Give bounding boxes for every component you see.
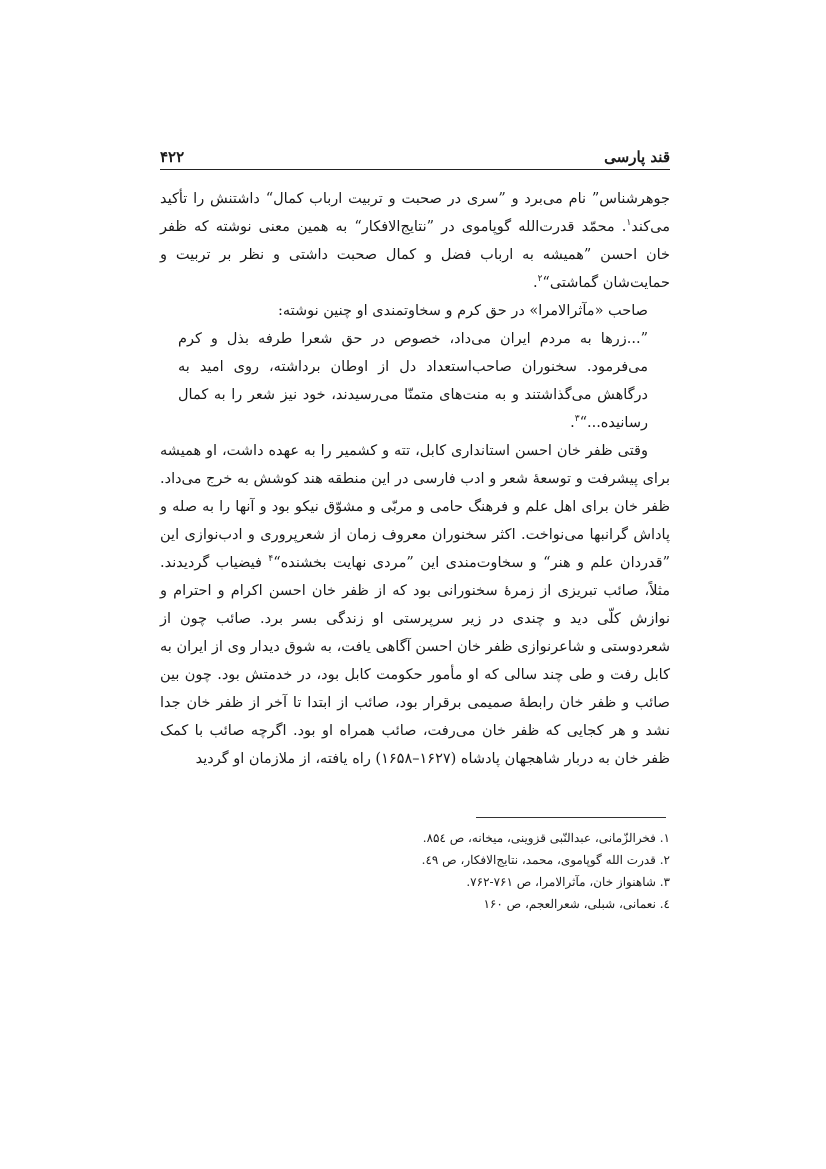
paragraph-1-text-b: . محمّد قدرت‌الله گوپاموی در ”نتایج‌الافکار“ به همین معنی نوشته که ظفر خان احسن ”همیشه به ارباب فضل و کمال صحبت داشتی و نظر بر تربیت و حمایت‌شان گماشتی“ [160, 219, 670, 291]
paragraph-3-text-a: وقتی ظفر خان احسن استانداری کابل، تته و کشمیر را به عهده داشت، او همیشه برای پیشرفت و توسعهٔ شعر و ادب فارسی در این منطقه هند کوشش به خرج می‌داد. ظفر خان برای اهل علم و فرهنگ حامی و مربّی و مشوّق نیکو بود و آنها را به صله و پاداش گرانبها می‌نواخت. اکثر سخنوران معروف زمان از شعرپروری و ادب‌نوازی این ”قدردان علم و هنر“ و سخاوت‌مندی این ”مردی نهایت بخشنده“ [160, 443, 671, 571]
paragraph-3-text-b: فیضیاب گردیدند. مثلاً، صائب تبریزی از زمرهٔ سخنورانی بود که از ظفر خان احسن اکرام و احترام و نوازش کلّی دید و چندی در زیر سرپرستی او زندگی بسر برد. صائب چون از شعردوستی و شاعرنوازی ظفر خان احسن آگاهی یافت، به شوق دیدار وی از ایران به کابل رفت و طی چند سالی که او مأمور حکومت کابل بود، در خدمتش بود. چون بین صائب و ظفر خان رابطهٔ صمیمی برقرار بود، صائب از ابتدا تا آخر از ظفر خان جدا نشد و هر کجایی که ظفر خان می‌رفت، صائب همراه او بود. اگرچه صائب با کمک ظفر خان به دربار شاهجهان پادشاه (۱۶۲۷–۱۶۵۸) راه یافته، از ملازمان او گردید [160, 555, 670, 767]
footnote-ref-3: ۳ [574, 414, 580, 425]
paragraph-2: صاحب «مآثرالامرا» در حق کرم و سخاوتمندی او چنین نوشته: [277, 303, 648, 319]
page-number: ۴۲۲ [160, 148, 185, 166]
footnote-item: ۳. شاهنواز خان، مآثرالامرا، ص ۷۶۱-۷۶۲. [466, 875, 670, 889]
page-header [160, 140, 670, 170]
footnotes-list [160, 827, 670, 915]
footnote-ref-4: ۴ [268, 554, 274, 565]
footnote-item: ۱. فخرالزّمانی، عبدالنّبی قزوینی، میخانه، ص ۸۵٤. [422, 831, 670, 845]
block-quote-end: . [570, 415, 575, 431]
block-quote [178, 325, 648, 437]
paragraph-1-text: جوهرشناس” نام می‌برد و ”سری در صحبت و تربیت ارباب کمال“ داشتنش را تأکید می‌کند [160, 191, 670, 235]
footnote-ref-2: ۲ [537, 274, 543, 285]
footnote-item: ۲. قدرت الله گوپاموی، محمد، نتایج‌الافکار، ص ٤۹. [421, 853, 670, 867]
body-text [160, 185, 670, 773]
paragraph-1 [160, 185, 670, 297]
running-title: قند پارسی [604, 148, 670, 166]
footnote-item: ٤. نعمانی، شبلی، شعرالعجم، ص ۱۶۰ [483, 897, 670, 911]
footnote-ref-1: ۱ [626, 218, 632, 229]
paragraph-3 [160, 437, 670, 773]
paragraph-1-end: . [532, 275, 538, 291]
footnote-separator [476, 817, 666, 818]
block-quote-text: ”...زرها به مردم ایران می‌داد، خصوص در حق شعرا طرفه بذل و کرم می‌فرمود. سخنوران صاحب‌استعداد دل از اوطان برداشته، روی امید به درگاهش می‌گذاشتند و به منت‌های متمنّا می‌رسیدند، خود نیز شعر را به کمال رسانیده...“ [178, 331, 648, 431]
